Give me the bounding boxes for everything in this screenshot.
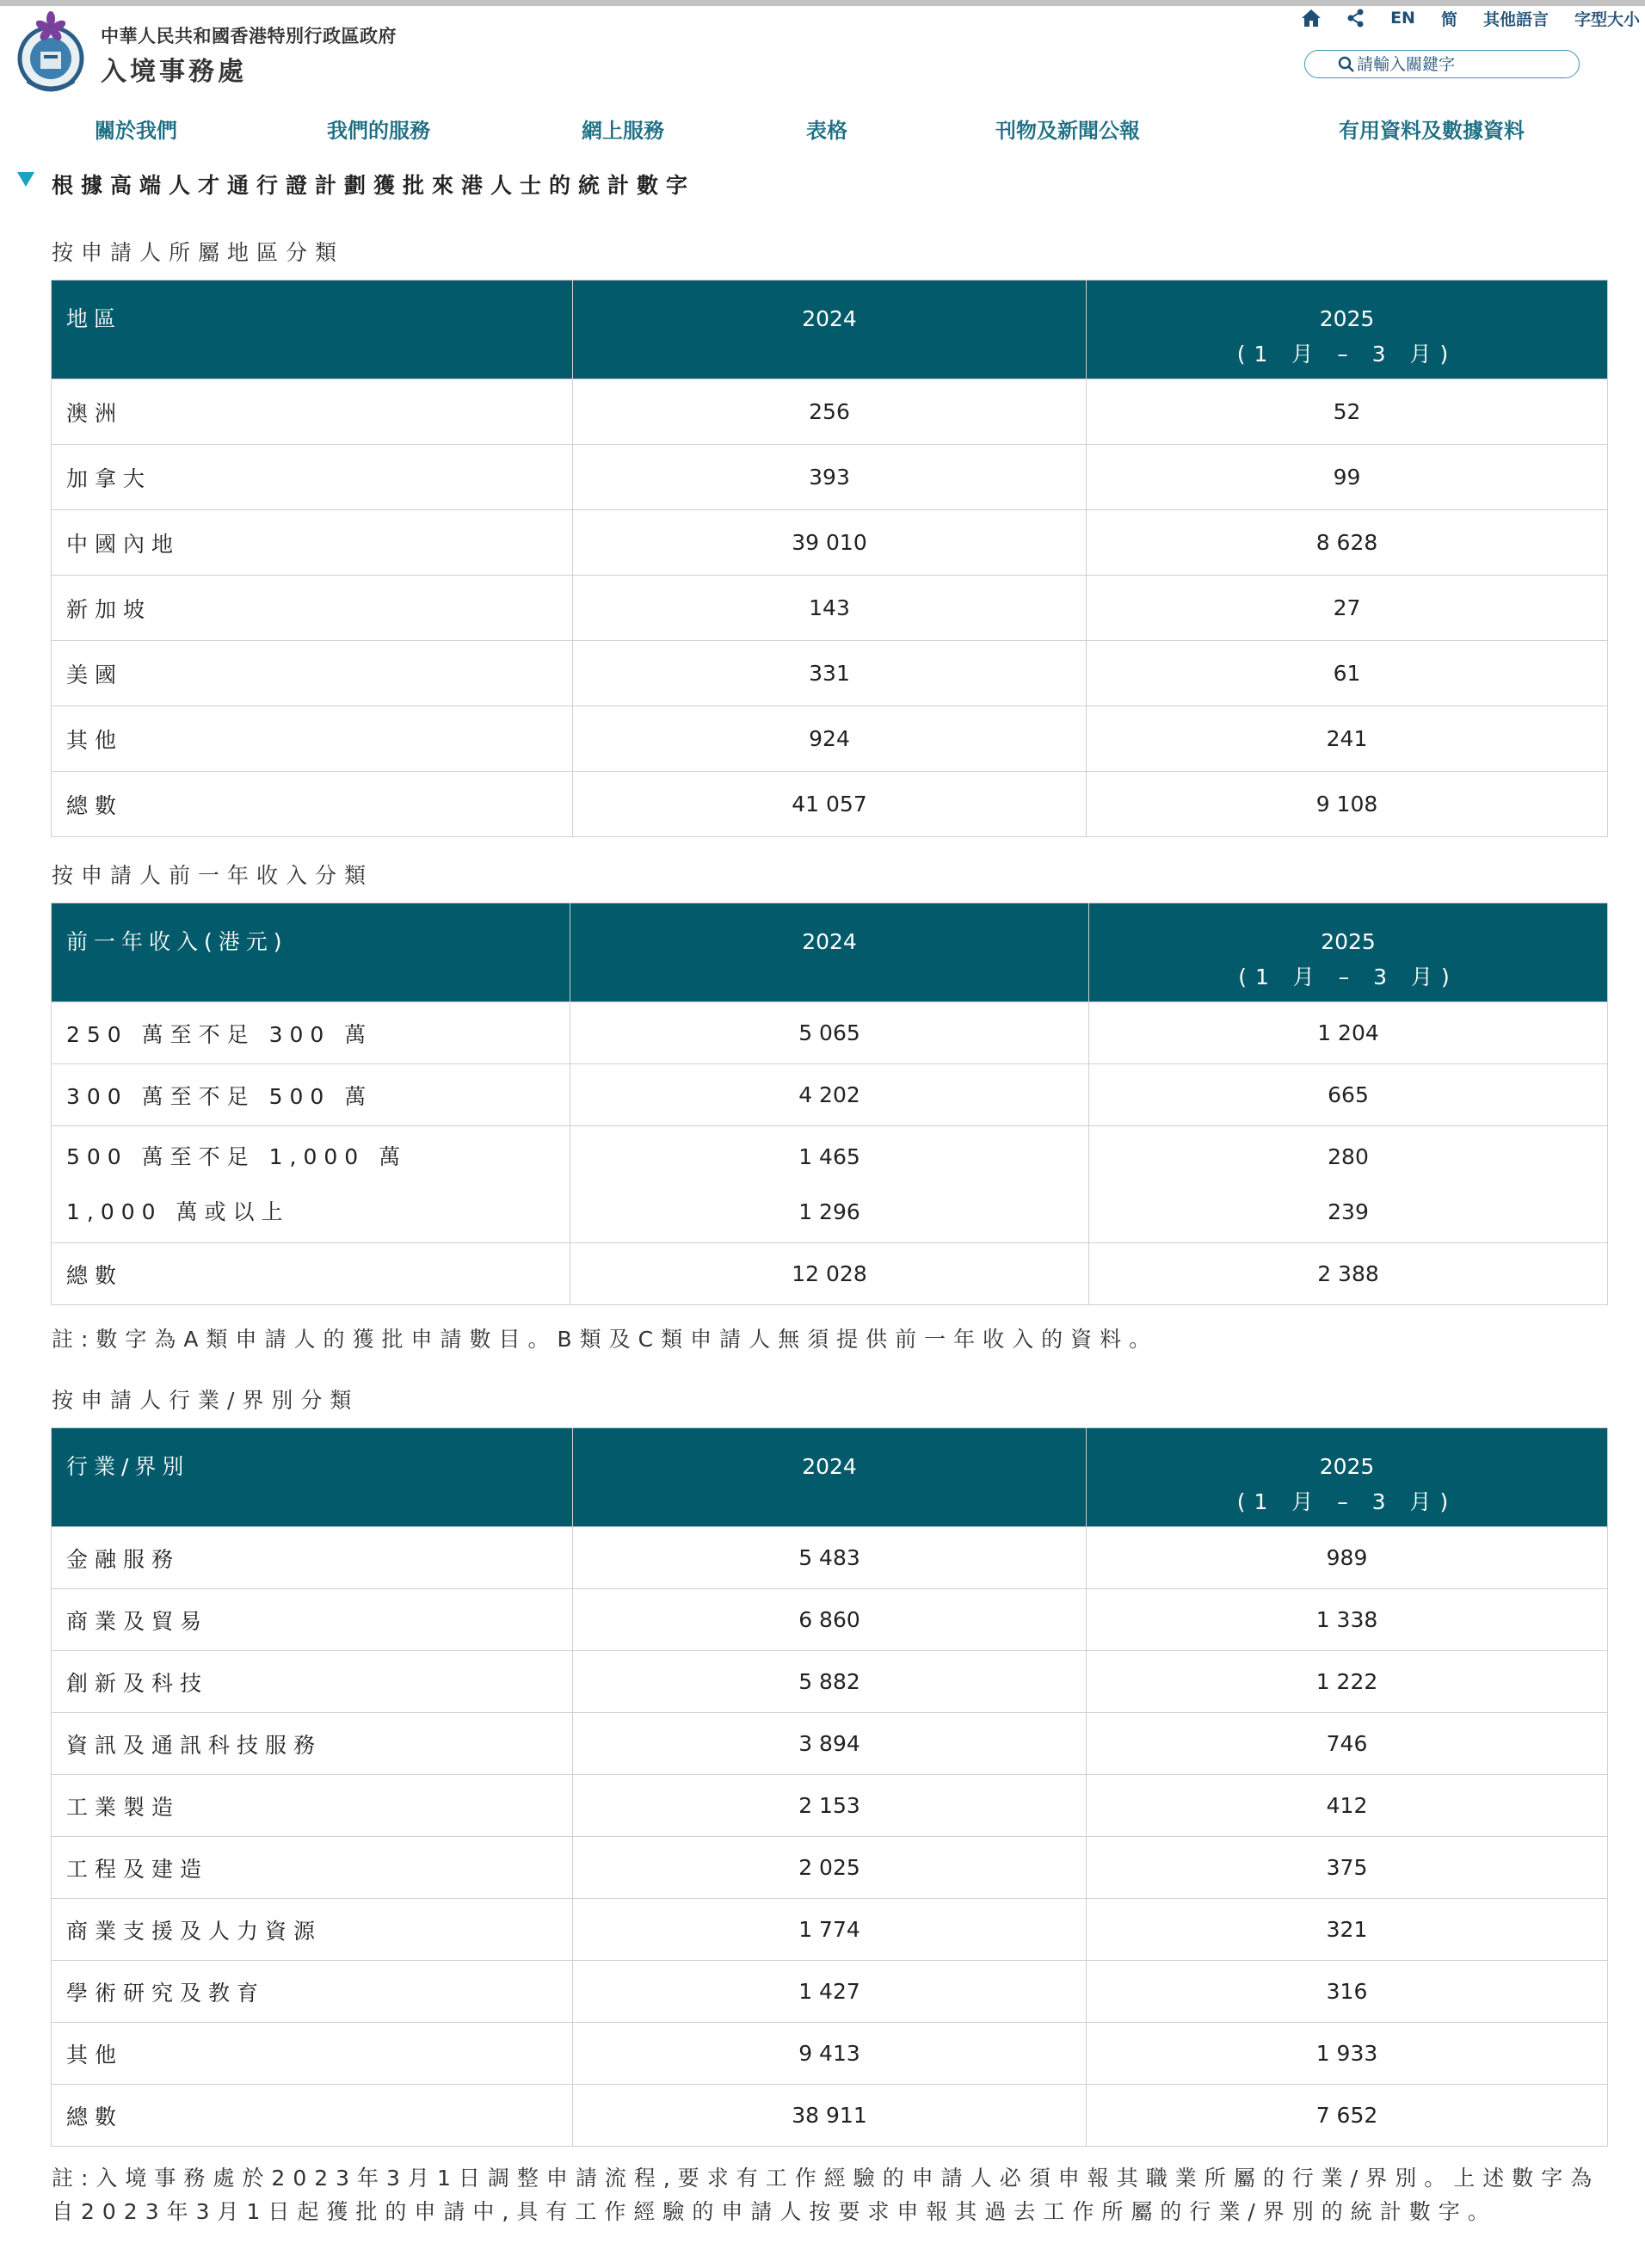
row-label: 澳洲: [52, 379, 573, 445]
page-title: 根據高端人才通行證計劃獲批來港人士的統計數字: [52, 173, 696, 198]
row-label: 300 萬至不足 500 萬: [52, 1064, 570, 1126]
row-label: 總數: [52, 1243, 570, 1305]
cell-2025: 280: [1328, 1143, 1369, 1169]
table-row: [52, 445, 1608, 510]
column-header-2025: [1087, 280, 1608, 379]
cell-2025: 27: [1087, 576, 1608, 641]
table-row: [52, 1064, 1608, 1126]
cell-2024: 256: [573, 379, 1087, 445]
other-languages-link[interactable]: 其他語言: [1482, 9, 1549, 29]
government-name: 中華人民共和國香港特別行政區政府: [101, 26, 397, 46]
table-row-total: [52, 772, 1608, 837]
home-icon[interactable]: [1301, 9, 1322, 28]
row-label: 其他: [52, 2023, 573, 2085]
column-header-2025-period: (1 月 – 3 月): [1236, 1489, 1457, 1514]
cell-2024: 331: [573, 641, 1087, 706]
table-row: [52, 1899, 1608, 1961]
cell-2025: 316: [1087, 1961, 1608, 2023]
main-nav: [0, 114, 1645, 148]
cell-2025: 746: [1087, 1713, 1608, 1775]
cell-2025: 665: [1089, 1064, 1608, 1126]
cell-2025: 321: [1087, 1899, 1608, 1961]
cell-2025: 8 628: [1087, 510, 1608, 576]
cell-2024: 1 774: [573, 1899, 1087, 1961]
row-label: 工程及建造: [52, 1837, 573, 1899]
table-row: [52, 1713, 1608, 1775]
cell-2024: 1 465: [798, 1143, 860, 1169]
table-row: [52, 1527, 1608, 1589]
row-label: 250 萬至不足 300 萬: [52, 1002, 570, 1064]
nav-our-services[interactable]: 我們的服務: [327, 119, 430, 143]
cell-2024: 41 057: [573, 772, 1087, 837]
table-row: [52, 2023, 1608, 2085]
cell-2025: 1 338: [1087, 1589, 1608, 1651]
row-label: 工業製造: [52, 1775, 573, 1837]
column-header-industry: 行業/界別: [52, 1428, 573, 1527]
row-label: 學術研究及教育: [52, 1961, 573, 2023]
row-label: 創新及科技: [52, 1651, 573, 1713]
cell-2025: 239: [1328, 1199, 1369, 1224]
cell-2025: 1 222: [1087, 1651, 1608, 1713]
row-label: 總數: [52, 772, 573, 837]
row-label: 新加坡: [52, 576, 573, 641]
column-header-income: 前一年收入(港元): [52, 903, 570, 1002]
row-label: 總數: [52, 2085, 573, 2147]
cell-2025-group: [1089, 1126, 1608, 1243]
column-header-region: 地區: [52, 280, 573, 379]
cell-2025: 1 933: [1087, 2023, 1608, 2085]
income-note: 註:數字為A類申請人的獲批申請數目。B類及C類申請人無須提供前一年收入的資料。: [52, 1327, 1159, 1352]
industry-note: 註:入境事務處於2023年3月1日調整申請流程,要求有工作經驗的申請人必須申報其職業所屬的行業/界別。上述數字為自2023年3月1日起獲批的申請中,具有工作經驗的申請人按要求申報其過去工作所屬的行業/界別的統計數字。: [52, 2166, 1600, 2224]
region-section-title: 按申請人所屬地區分類: [52, 240, 345, 265]
row-label-group: [52, 1126, 570, 1243]
column-header-2024: 2024: [573, 280, 1087, 379]
cell-2024: 5 065: [570, 1002, 1089, 1064]
table-row: [52, 1002, 1608, 1064]
column-header-2025: [1089, 903, 1608, 1002]
region-table: [51, 280, 1608, 837]
cell-2025: 375: [1087, 1837, 1608, 1899]
table-row: [52, 1961, 1608, 2023]
cell-2024: 1 296: [798, 1199, 860, 1224]
column-header-2025-year: 2025: [1321, 929, 1376, 954]
column-header-2025-year: 2025: [1319, 1454, 1375, 1479]
row-label: 其他: [52, 706, 573, 772]
cell-2024: 12 028: [570, 1243, 1089, 1305]
cell-2024: 2 025: [573, 1837, 1087, 1899]
table-row: [52, 576, 1608, 641]
cell-2025: 61: [1087, 641, 1608, 706]
cell-2024: 1 427: [573, 1961, 1087, 2023]
industry-table: [51, 1427, 1608, 2147]
cell-2025: 989: [1087, 1527, 1608, 1589]
collapse-triangle-icon[interactable]: [17, 172, 34, 187]
cell-2025: 1 204: [1089, 1002, 1608, 1064]
search-input[interactable]: [1357, 55, 1563, 74]
row-label: 資訊及通訊科技服務: [52, 1713, 573, 1775]
department-emblem-icon[interactable]: [12, 10, 89, 95]
column-header-2025-year: 2025: [1319, 306, 1375, 331]
row-label: 商業支援及人力資源: [52, 1899, 573, 1961]
row-label: 500 萬至不足 1,000 萬: [66, 1143, 408, 1169]
table-row-total: [52, 1243, 1608, 1305]
column-header-2025-period: (1 月 – 3 月): [1236, 342, 1457, 367]
table-row: [52, 641, 1608, 706]
cell-2025: 241: [1087, 706, 1608, 772]
share-icon[interactable]: [1347, 9, 1365, 28]
utility-bar: [1275, 5, 1640, 31]
table-row: [52, 1651, 1608, 1713]
income-table: [51, 903, 1608, 1305]
column-header-2025: [1087, 1428, 1608, 1527]
cell-2024: 2 153: [573, 1775, 1087, 1837]
language-simplified-link[interactable]: 简: [1440, 9, 1457, 29]
cell-2025: 9 108: [1087, 772, 1608, 837]
department-name[interactable]: 入境事務處: [101, 57, 247, 87]
search-icon[interactable]: [1338, 56, 1355, 77]
nav-publications-press[interactable]: 刊物及新聞公報: [995, 119, 1140, 143]
cell-2025: 99: [1087, 445, 1608, 510]
cell-2024: 9 413: [573, 2023, 1087, 2085]
cell-2024: 5 882: [573, 1651, 1087, 1713]
nav-useful-info-statistics[interactable]: 有用資料及數據資料: [1339, 119, 1525, 143]
font-size-link[interactable]: 字型大小: [1574, 9, 1640, 29]
table-row: [52, 510, 1608, 576]
table-row: [52, 1775, 1608, 1837]
table-row: [52, 706, 1608, 772]
language-english-link[interactable]: EN: [1390, 9, 1415, 28]
cell-2024: 6 860: [573, 1589, 1087, 1651]
cell-2025: 7 652: [1087, 2085, 1608, 2147]
table-row-merged: [52, 1126, 1608, 1243]
income-section-title: 按申請人前一年收入分類: [52, 863, 374, 888]
row-label: 美國: [52, 641, 573, 706]
search-box[interactable]: [1304, 50, 1580, 78]
cell-2024: 38 911: [573, 2085, 1087, 2147]
cell-2025: 52: [1087, 379, 1608, 445]
cell-2024: 924: [573, 706, 1087, 772]
nav-online-services[interactable]: 網上服務: [582, 119, 664, 143]
row-label: 1,000 萬或以上: [66, 1199, 290, 1224]
cell-2024: 5 483: [573, 1527, 1087, 1589]
cell-2024: 143: [573, 576, 1087, 641]
row-label: 商業及貿易: [52, 1589, 573, 1651]
industry-section-title: 按申請人行業/界別分類: [52, 1388, 360, 1413]
column-header-2024: 2024: [570, 903, 1089, 1002]
cell-2024: 39 010: [573, 510, 1087, 576]
row-label: 金融服務: [52, 1527, 573, 1589]
cell-2024: 3 894: [573, 1713, 1087, 1775]
nav-forms[interactable]: 表格: [806, 119, 847, 143]
table-row: [52, 1589, 1608, 1651]
table-row: [52, 379, 1608, 445]
column-header-2024: 2024: [573, 1428, 1087, 1527]
cell-2025: 412: [1087, 1775, 1608, 1837]
cell-2024: 4 202: [570, 1064, 1089, 1126]
cell-2025: 2 388: [1089, 1243, 1608, 1305]
row-label: 加拿大: [52, 445, 573, 510]
column-header-2025-period: (1 月 – 3 月): [1238, 965, 1458, 989]
table-row-total: [52, 2085, 1608, 2147]
nav-about-us[interactable]: 關於我們: [95, 119, 177, 143]
table-row: [52, 1837, 1608, 1899]
cell-2024-group: [570, 1126, 1089, 1243]
cell-2024: 393: [573, 445, 1087, 510]
row-label: 中國內地: [52, 510, 573, 576]
